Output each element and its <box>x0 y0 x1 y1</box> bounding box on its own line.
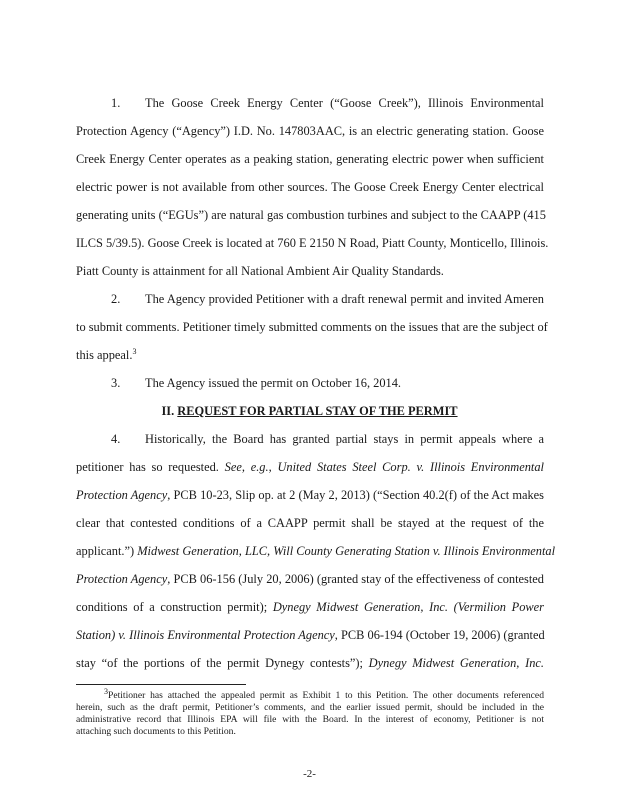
para4-line-1: Historically, the Board has granted partial stays in permit appeals where a <box>145 432 544 446</box>
para4-line-7-a: conditions of a construction permit); <box>76 600 273 614</box>
para4-line-3 <box>76 487 544 503</box>
para1-line-1: The Goose Creek Energy Center (“Goose Creek”), Illinois Environmental <box>145 96 544 110</box>
para4-line-5-citation: Midwest Generation, LLC, Will County Generating Station v. Illinois Environmental <box>137 544 556 558</box>
para4-line-2-a: petitioner has so requested. <box>76 460 225 474</box>
footnote-line-4: attaching such documents to this Petition. <box>76 726 236 737</box>
para4-line-4: clear that contested conditions of a CAAPP permit shall be stayed at the request of the <box>76 516 544 530</box>
para4-line-7 <box>76 599 544 615</box>
section-heading-number: II. <box>161 404 175 418</box>
footnote-line-1-text: Petitioner has attached the appealed permit as Exhibit 1 to this Petition. The other documents referenced <box>108 690 544 701</box>
para4-line-8 <box>76 627 544 643</box>
para2-line-3 <box>76 347 544 363</box>
section-heading <box>0 403 619 419</box>
footnote-line-2: herein, such as the draft permit, Petitioner’s comments, and the earlier issued permit, should be included in the <box>76 702 544 713</box>
para4-line-3-citation: Protection Agency <box>76 488 168 502</box>
para4-line-9-a: stay “of the portions of the permit Dynegy contests”); <box>76 656 369 670</box>
footnote-line-1 <box>76 686 544 702</box>
para2-line-1: The Agency provided Petitioner with a draft renewal permit and invited Ameren <box>145 292 544 306</box>
para4-number: 4. <box>111 432 121 446</box>
para4-line-7-citation: Dynegy Midwest Generation, Inc. (Vermilion Power <box>272 600 544 614</box>
para2-line-3-text: this appeal. <box>76 348 133 362</box>
para1-line-4: electric power is not available from other sources. The Goose Creek Energy Center electrical <box>76 180 544 194</box>
footnote-line-3: administrative record that Illinois EPA will file with the Board. In the interest of economy, Petitioner is not <box>76 714 544 725</box>
footnote-marker: 3 <box>104 686 108 696</box>
para2-line-2: to submit comments. Petitioner timely submitted comments on the issues that are the subject of <box>76 320 548 334</box>
para3-number: 3. <box>111 376 121 390</box>
para1-number: 1. <box>111 96 121 110</box>
para4-line-9 <box>76 655 544 671</box>
para4-line-2-citation: See, e.g., United States Steel Corp. v. Illinois Environmental <box>224 460 544 474</box>
para1-line-2: Protection Agency (“Agency”) I.D. No. 147803AAC, is an electric generating station. Goose <box>76 124 544 138</box>
para4-line-8-b: , PCB 06-194 (October 19, 2006) (granted <box>334 628 545 642</box>
para2-number: 2. <box>111 292 121 306</box>
para3-text: The Agency issued the permit on October 16, 2014. <box>145 376 402 390</box>
para4-line-8-citation: Station) v. Illinois Environmental Protection Agency <box>76 628 335 642</box>
para4-line-5 <box>76 543 556 559</box>
page-number: -2- <box>303 768 316 780</box>
para1-line-6: ILCS 5/39.5). Goose Creek is located at 760 E 2150 N Road, Piatt County, Monticello, Illinois. <box>76 236 549 250</box>
para1-line-3: Creek Energy Center operates as a peaking station, generating electric power when sufficient <box>76 152 544 166</box>
para4-line-9-citation: Dynegy Midwest Generation, Inc. <box>368 656 544 670</box>
para4-line-6-citation: Protection Agency <box>76 572 168 586</box>
para1-line-5: generating units (“EGUs”) are natural gas combustion turbines and subject to the CAAPP (415 <box>76 208 546 222</box>
section-heading-title: REQUEST FOR PARTIAL STAY OF THE PERMIT <box>177 404 458 418</box>
para4-line-3-b: , PCB 10-23, Slip op. at 2 (May 2, 2013) (“Section 40.2(f) of the Act makes <box>167 488 544 502</box>
para4-line-2 <box>76 459 544 475</box>
footnote-reference[interactable]: 3 <box>132 346 137 356</box>
para4-line-6 <box>76 571 544 587</box>
para1-line-7: Piatt County is attainment for all National Ambient Air Quality Standards. <box>76 264 444 278</box>
para4-line-5-a: applicant.”) <box>76 544 138 558</box>
footnote-divider <box>76 684 246 685</box>
para4-line-6-b: , PCB 06-156 (July 20, 2006) (granted stay of the effectiveness of contested <box>167 572 544 586</box>
